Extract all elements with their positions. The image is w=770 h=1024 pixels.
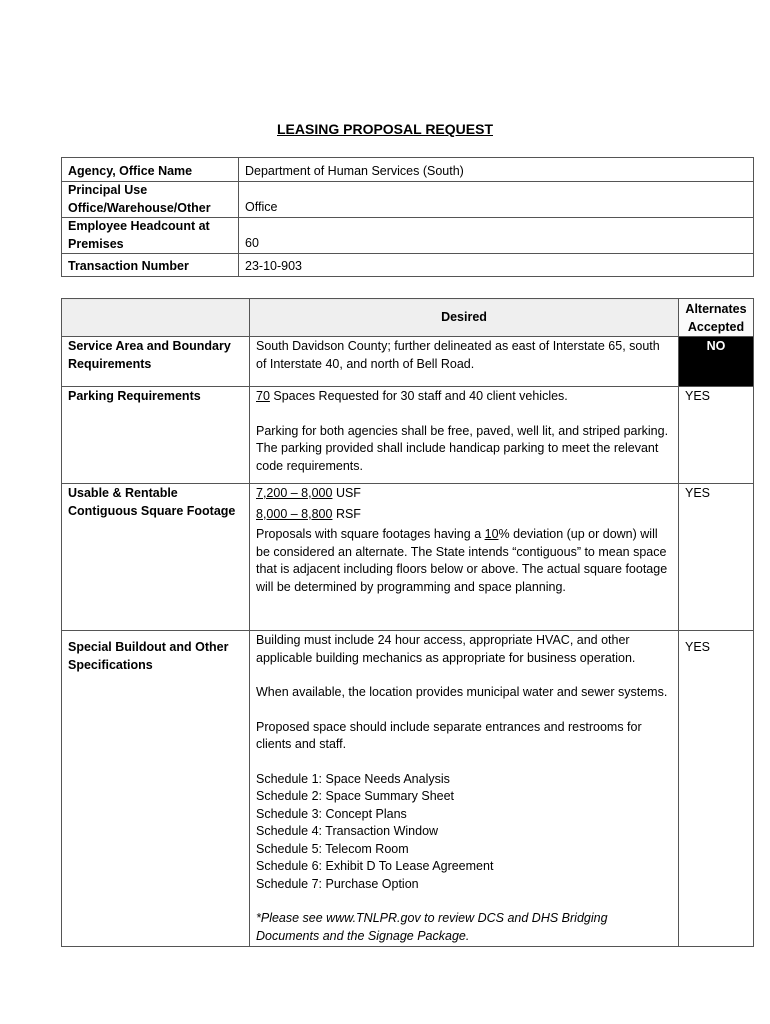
requirements-header-row (62, 299, 754, 337)
parking-count: 70 (256, 389, 270, 403)
header-blank-cell (62, 299, 250, 337)
schedule-item: Schedule 7: Purchase Option (256, 876, 419, 891)
schedule-item: Schedule 4: Transaction Window (256, 824, 439, 838)
footage-text-b: % deviation (up or down) will be considered an alternate. The State intends “contiguous” to mean space that is adjacent including floors below or above. The actual square footage will be determined by programming and space planning. (256, 527, 668, 594)
info-value: Department of Human Services (South) (239, 158, 754, 182)
row-special-buildout (62, 631, 754, 947)
service-alt-badge: NO (679, 337, 754, 387)
special-p3: Proposed space should include separate entrances and restrooms for clients and staff. (256, 719, 642, 751)
header-alternates: Alternates Accepted (679, 299, 754, 337)
schedule-item: Schedule 2: Space Summary Sheet (256, 789, 455, 803)
parking-line2: Parking for both agencies shall be free, paved, well lit, and striped parking. The parking provided shall include handicap parking to meet the relevant code requirements. (256, 423, 669, 473)
info-label: Transaction Number (62, 254, 239, 277)
header-desired: Desired (250, 299, 679, 337)
schedule-item: Schedule 3: Concept Plans (256, 806, 407, 821)
requirements-table (61, 298, 754, 947)
parking-desired (250, 387, 679, 484)
footage-text-a: Proposals with square footages having a (256, 527, 485, 541)
info-row-headcount (62, 218, 754, 254)
row-square-footage (62, 484, 754, 631)
footage-desired (250, 484, 679, 631)
service-desired: South Davidson County; further delineated as east of Interstate 65, south of Interstate 40, and north of Bell Road. (250, 337, 679, 387)
bridging-note: *Please see www.TNLPR.gov to review DCS and DHS Bridging Documents and the Signage Package. (256, 911, 608, 943)
special-p2: When available, the location provides municipal water and sewer systems. (256, 685, 668, 699)
page-title: LEASING PROPOSAL REQUEST (277, 121, 493, 137)
schedule-item: Schedule 1: Space Needs Analysis (256, 771, 450, 786)
rsf-unit: RSF (332, 506, 361, 521)
row-label: Special Buildout and Other Specifications (62, 631, 250, 947)
schedule-item: Schedule 5: Telecom Room (256, 841, 409, 856)
special-desired (250, 631, 679, 947)
deviation-percent: 10 (484, 527, 499, 541)
special-alt: YES (679, 631, 754, 947)
usf-unit: USF (332, 486, 361, 500)
rsf-line (256, 506, 672, 524)
row-label: Service Area and Boundary Requirements (62, 337, 250, 387)
special-p1: Building must include 24 hour access, appropriate HVAC, and other applicable building mechanics as appropriate for business operation. (256, 633, 636, 665)
parking-alt: YES (679, 387, 754, 484)
info-label: Principal Use Office/Warehouse/Other (62, 182, 239, 218)
row-label: Parking Requirements (62, 387, 250, 484)
footage-alt: YES (679, 484, 754, 631)
footage-description (256, 526, 672, 596)
info-value: 23-10-903 (239, 254, 754, 277)
info-row-transaction (62, 254, 754, 277)
info-row-agency (62, 158, 754, 182)
info-label: Agency, Office Name (62, 158, 239, 182)
rsf-range: 8,000 – 8,800 (256, 506, 333, 521)
parking-line1-text: Spaces Requested for 30 staff and 40 client vehicles. (269, 389, 568, 403)
row-label: Usable & Rentable Contiguous Square Footage (62, 484, 250, 631)
info-value: Office (239, 182, 754, 218)
parking-line1 (256, 388, 672, 406)
info-row-principal-use (62, 182, 754, 218)
info-value: 60 (239, 218, 754, 254)
usf-range: 7,200 – 8,000 (256, 486, 333, 500)
info-table (61, 157, 754, 277)
row-parking (62, 387, 754, 484)
info-label: Employee Headcount at Premises (62, 218, 239, 254)
schedule-item: Schedule 6: Exhibit D To Lease Agreement (256, 859, 494, 873)
row-service-area (62, 337, 754, 387)
usf-line (256, 485, 672, 503)
